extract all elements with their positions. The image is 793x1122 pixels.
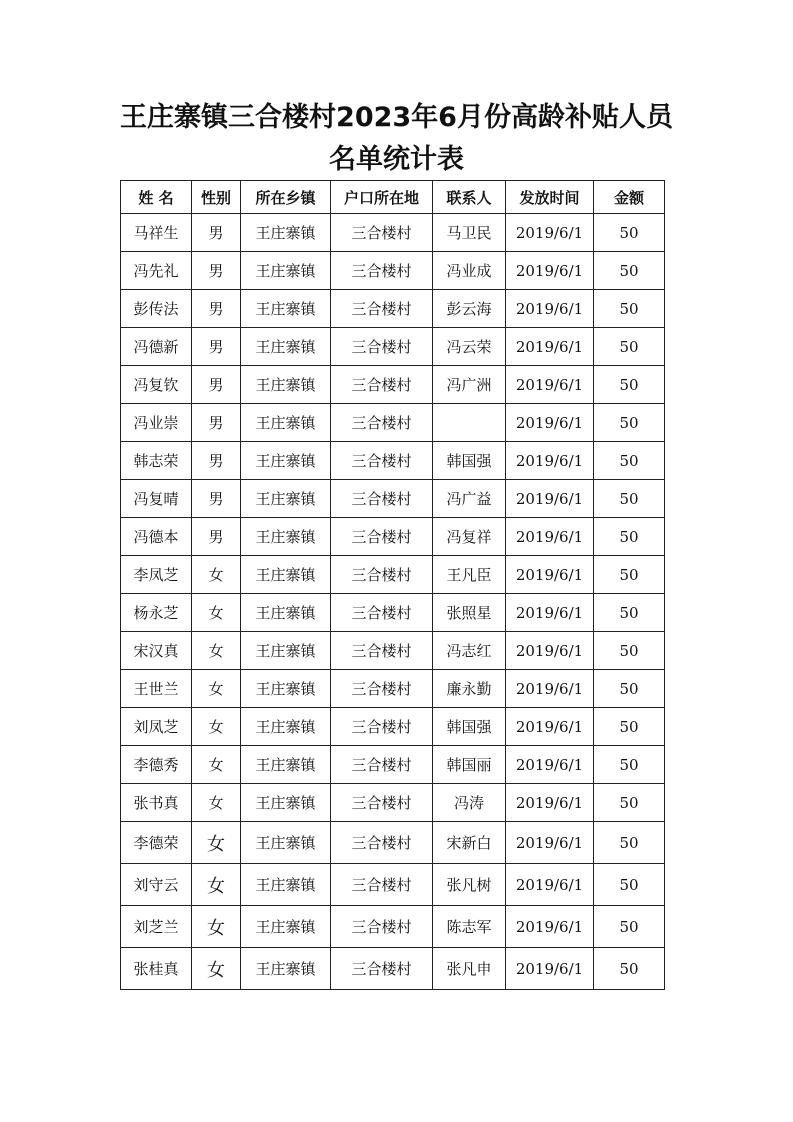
cell-name: 张桂真 (121, 948, 192, 990)
table-row (121, 906, 665, 948)
cell-issue-date: 2019/6/1 (506, 366, 594, 404)
cell-gender: 男 (192, 480, 241, 518)
cell-gender: 男 (192, 442, 241, 480)
cell-issue-date: 2019/6/1 (506, 328, 594, 366)
cell-amount: 50 (594, 864, 665, 906)
cell-township: 王庄寨镇 (241, 404, 331, 442)
cell-township: 王庄寨镇 (241, 442, 331, 480)
cell-gender: 女 (192, 670, 241, 708)
table-row (121, 746, 665, 784)
cell-gender: 女 (192, 948, 241, 990)
cell-household: 三合楼村 (331, 518, 433, 556)
table-row (121, 556, 665, 594)
cell-gender: 女 (192, 746, 241, 784)
cell-issue-date: 2019/6/1 (506, 670, 594, 708)
table-row (121, 480, 665, 518)
cell-household: 三合楼村 (331, 214, 433, 252)
cell-household: 三合楼村 (331, 442, 433, 480)
cell-gender: 男 (192, 404, 241, 442)
cell-contact: 张照星 (433, 594, 506, 632)
cell-gender: 女 (192, 906, 241, 948)
cell-amount: 50 (594, 518, 665, 556)
cell-name: 李德荣 (121, 822, 192, 864)
cell-household: 三合楼村 (331, 784, 433, 822)
cell-contact (433, 404, 506, 442)
cell-contact: 马卫民 (433, 214, 506, 252)
cell-township: 王庄寨镇 (241, 214, 331, 252)
cell-household: 三合楼村 (331, 328, 433, 366)
cell-contact: 廉永勤 (433, 670, 506, 708)
cell-contact: 张凡申 (433, 948, 506, 990)
cell-issue-date: 2019/6/1 (506, 948, 594, 990)
cell-gender: 女 (192, 556, 241, 594)
cell-household: 三合楼村 (331, 404, 433, 442)
cell-name: 刘芝兰 (121, 906, 192, 948)
cell-issue-date: 2019/6/1 (506, 784, 594, 822)
table-row (121, 328, 665, 366)
cell-gender: 女 (192, 822, 241, 864)
cell-gender: 女 (192, 784, 241, 822)
cell-amount: 50 (594, 404, 665, 442)
cell-issue-date: 2019/6/1 (506, 864, 594, 906)
cell-township: 王庄寨镇 (241, 480, 331, 518)
cell-gender: 女 (192, 632, 241, 670)
cell-gender: 女 (192, 708, 241, 746)
cell-amount: 50 (594, 906, 665, 948)
cell-name: 宋汉真 (121, 632, 192, 670)
document-title-line-1: 王庄寨镇三合楼村2023年6月份高龄补贴人员 (120, 102, 673, 133)
cell-name: 冯德本 (121, 518, 192, 556)
cell-name: 马祥生 (121, 214, 192, 252)
cell-gender: 女 (192, 864, 241, 906)
cell-name: 王世兰 (121, 670, 192, 708)
cell-township: 王庄寨镇 (241, 746, 331, 784)
cell-contact: 宋新白 (433, 822, 506, 864)
cell-contact: 韩国强 (433, 442, 506, 480)
cell-amount: 50 (594, 594, 665, 632)
cell-gender: 男 (192, 290, 241, 328)
cell-household: 三合楼村 (331, 556, 433, 594)
cell-name: 彭传法 (121, 290, 192, 328)
cell-gender: 男 (192, 518, 241, 556)
cell-household: 三合楼村 (331, 906, 433, 948)
table-row (121, 366, 665, 404)
cell-township: 王庄寨镇 (241, 670, 331, 708)
cell-gender: 女 (192, 594, 241, 632)
cell-name: 李德秀 (121, 746, 192, 784)
cell-household: 三合楼村 (331, 290, 433, 328)
table-row (121, 670, 665, 708)
cell-issue-date: 2019/6/1 (506, 404, 594, 442)
cell-gender: 男 (192, 214, 241, 252)
cell-issue-date: 2019/6/1 (506, 480, 594, 518)
cell-issue-date: 2019/6/1 (506, 906, 594, 948)
cell-issue-date: 2019/6/1 (506, 518, 594, 556)
cell-contact: 冯云荣 (433, 328, 506, 366)
cell-amount: 50 (594, 670, 665, 708)
cell-name: 刘守云 (121, 864, 192, 906)
cell-issue-date: 2019/6/1 (506, 442, 594, 480)
cell-issue-date: 2019/6/1 (506, 214, 594, 252)
cell-township: 王庄寨镇 (241, 290, 331, 328)
table-header-row (121, 181, 665, 214)
cell-name: 冯先礼 (121, 252, 192, 290)
cell-township: 王庄寨镇 (241, 366, 331, 404)
table-row (121, 594, 665, 632)
cell-township: 王庄寨镇 (241, 948, 331, 990)
cell-issue-date: 2019/6/1 (506, 822, 594, 864)
cell-amount: 50 (594, 784, 665, 822)
table-row (121, 290, 665, 328)
table-body (121, 214, 665, 990)
cell-township: 王庄寨镇 (241, 328, 331, 366)
cell-household: 三合楼村 (331, 480, 433, 518)
cell-name: 李凤芝 (121, 556, 192, 594)
cell-issue-date: 2019/6/1 (506, 594, 594, 632)
cell-amount: 50 (594, 822, 665, 864)
cell-amount: 50 (594, 632, 665, 670)
cell-contact: 陈志军 (433, 906, 506, 948)
cell-contact: 冯广益 (433, 480, 506, 518)
cell-household: 三合楼村 (331, 948, 433, 990)
cell-household: 三合楼村 (331, 252, 433, 290)
cell-contact: 冯涛 (433, 784, 506, 822)
cell-contact: 冯业成 (433, 252, 506, 290)
cell-amount: 50 (594, 442, 665, 480)
cell-household: 三合楼村 (331, 822, 433, 864)
document-title-line-2: 名单统计表 (329, 144, 464, 175)
cell-township: 王庄寨镇 (241, 518, 331, 556)
cell-name: 冯德新 (121, 328, 192, 366)
cell-name: 刘凤芝 (121, 708, 192, 746)
cell-issue-date: 2019/6/1 (506, 632, 594, 670)
table-row (121, 948, 665, 990)
table-row (121, 784, 665, 822)
table-row (121, 864, 665, 906)
cell-contact: 王凡臣 (433, 556, 506, 594)
cell-gender: 男 (192, 366, 241, 404)
header-contact: 联系人 (433, 181, 506, 214)
cell-issue-date: 2019/6/1 (506, 290, 594, 328)
cell-household: 三合楼村 (331, 708, 433, 746)
cell-contact: 韩国强 (433, 708, 506, 746)
cell-household: 三合楼村 (331, 366, 433, 404)
cell-household: 三合楼村 (331, 670, 433, 708)
cell-township: 王庄寨镇 (241, 632, 331, 670)
header-township: 所在乡镇 (241, 181, 331, 214)
cell-township: 王庄寨镇 (241, 556, 331, 594)
cell-gender: 男 (192, 252, 241, 290)
cell-contact: 冯广洲 (433, 366, 506, 404)
cell-township: 王庄寨镇 (241, 822, 331, 864)
table-row (121, 518, 665, 556)
cell-amount: 50 (594, 366, 665, 404)
cell-township: 王庄寨镇 (241, 784, 331, 822)
cell-township: 王庄寨镇 (241, 594, 331, 632)
table-row (121, 442, 665, 480)
table-row (121, 708, 665, 746)
cell-name: 冯复钦 (121, 366, 192, 404)
table-row (121, 822, 665, 864)
header-issue-date: 发放时间 (506, 181, 594, 214)
cell-contact: 张凡树 (433, 864, 506, 906)
cell-household: 三合楼村 (331, 864, 433, 906)
cell-township: 王庄寨镇 (241, 906, 331, 948)
cell-issue-date: 2019/6/1 (506, 746, 594, 784)
cell-contact: 冯志红 (433, 632, 506, 670)
table-row (121, 252, 665, 290)
cell-name: 冯业崇 (121, 404, 192, 442)
table-row (121, 404, 665, 442)
cell-township: 王庄寨镇 (241, 864, 331, 906)
cell-gender: 男 (192, 328, 241, 366)
cell-name: 杨永芝 (121, 594, 192, 632)
header-gender: 性别 (192, 181, 241, 214)
cell-household: 三合楼村 (331, 632, 433, 670)
cell-amount: 50 (594, 948, 665, 990)
cell-contact: 彭云海 (433, 290, 506, 328)
header-name: 姓 名 (121, 181, 192, 214)
cell-contact: 冯复祥 (433, 518, 506, 556)
cell-name: 韩志荣 (121, 442, 192, 480)
cell-name: 冯复晴 (121, 480, 192, 518)
subsidy-table (120, 180, 665, 990)
cell-issue-date: 2019/6/1 (506, 556, 594, 594)
table-row (121, 214, 665, 252)
header-amount: 金额 (594, 181, 665, 214)
cell-township: 王庄寨镇 (241, 708, 331, 746)
cell-household: 三合楼村 (331, 594, 433, 632)
cell-amount: 50 (594, 290, 665, 328)
cell-amount: 50 (594, 214, 665, 252)
cell-amount: 50 (594, 252, 665, 290)
table-row (121, 632, 665, 670)
cell-amount: 50 (594, 480, 665, 518)
cell-issue-date: 2019/6/1 (506, 708, 594, 746)
cell-amount: 50 (594, 746, 665, 784)
cell-name: 张书真 (121, 784, 192, 822)
cell-township: 王庄寨镇 (241, 252, 331, 290)
cell-household: 三合楼村 (331, 746, 433, 784)
cell-amount: 50 (594, 328, 665, 366)
cell-amount: 50 (594, 708, 665, 746)
header-household: 户口所在地 (331, 181, 433, 214)
cell-contact: 韩国丽 (433, 746, 506, 784)
cell-issue-date: 2019/6/1 (506, 252, 594, 290)
cell-amount: 50 (594, 556, 665, 594)
